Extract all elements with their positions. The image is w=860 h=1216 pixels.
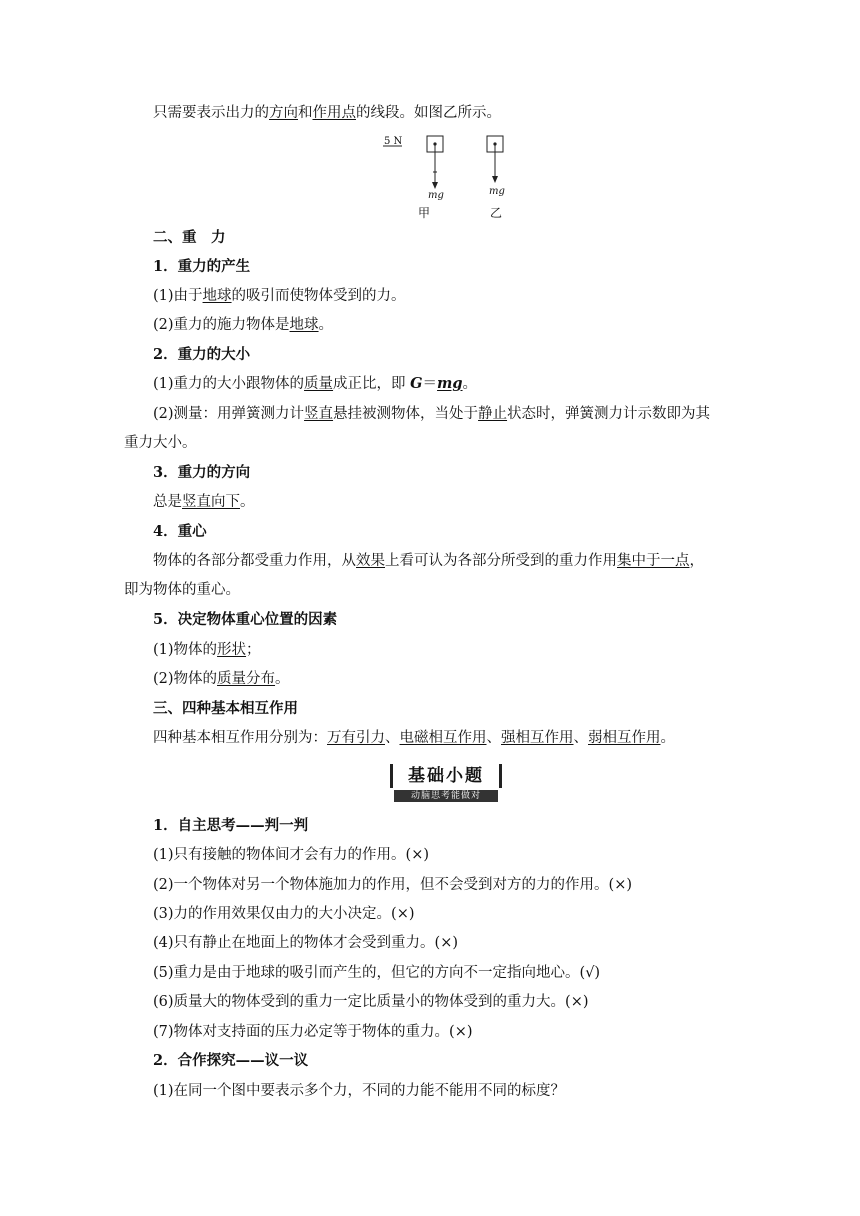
- text-span: 、: [385, 730, 400, 746]
- text-line: 重力大小。: [124, 435, 197, 451]
- text-line: [153, 670, 290, 688]
- list-item: (7)物体对支持面的压力必定等于物体的重力。(×): [153, 1024, 473, 1040]
- formula-symbol: G: [410, 375, 423, 392]
- underlined-term: 静止: [478, 406, 508, 422]
- text-line: [153, 287, 406, 305]
- arrowhead-a: [432, 182, 438, 189]
- text-line: [153, 316, 333, 334]
- underlined-term: 方向: [269, 105, 298, 121]
- text-line: [153, 729, 675, 747]
- text-line: [153, 405, 710, 423]
- text-span: 。: [275, 671, 290, 687]
- text-span: (1)重力的大小跟物体的: [153, 376, 305, 392]
- list-item: (1)只有接触的物体间才会有力的作用。(×): [153, 847, 430, 863]
- figure-caption-a: 甲: [418, 206, 431, 220]
- list-item: (4)只有静止在地面上的物体才会受到重力。(×): [153, 935, 459, 951]
- list-item: (2)一个物体对另一个物体施加力的作用，但不会受到对方的力的作用。(×): [153, 877, 632, 893]
- text-span: (1)由于: [153, 288, 203, 304]
- subsection-title: 2．重力的大小: [153, 346, 251, 363]
- text-line: 即为物体的重心。: [124, 582, 240, 598]
- underlined-term: 效果: [356, 553, 385, 569]
- subsection-title: 5．决定物体重心位置的因素: [153, 611, 338, 628]
- underlined-term: 弱相互作用: [588, 730, 661, 746]
- text-span: 成正比，即: [333, 376, 411, 392]
- section-heading: 三、四种基本相互作用: [153, 700, 298, 717]
- text-span: 状态时，弹簧测力计示数即为其: [507, 406, 711, 422]
- text-span: 和: [298, 105, 313, 121]
- text-span: 上看可认为各部分所受到的重力作用: [385, 553, 617, 569]
- text-span: ；: [246, 642, 261, 658]
- banner-title: 基础小题: [390, 764, 502, 788]
- text-span: 总是: [153, 494, 182, 510]
- underlined-term: 电磁相互作用: [399, 730, 487, 746]
- text-span: 的吸引而使物体受到的力。: [231, 288, 406, 304]
- text-span: 。: [318, 317, 334, 333]
- underlined-formula: mg: [437, 375, 463, 392]
- text-span: 的线段。如图乙所示。: [356, 105, 501, 121]
- subsection-title: 1．自主思考——判一判: [153, 817, 309, 834]
- text-span: 悬挂被测物体，当处于: [333, 406, 479, 422]
- underlined-term: 形状: [217, 642, 247, 658]
- text-line: [153, 375, 477, 393]
- section-heading: 二、重 力: [153, 229, 226, 246]
- underlined-term: 地球: [289, 317, 319, 333]
- scale-label: 5 N: [384, 136, 403, 147]
- subsection-title: 3．重力的方向: [153, 464, 251, 481]
- underlined-term: 强相互作用: [501, 730, 574, 746]
- text-span: (2)重力的施力物体是: [153, 317, 290, 333]
- subsection-title: 2．合作探究——议一议: [153, 1052, 309, 1069]
- underlined-term: 地球: [202, 288, 232, 304]
- text-span: 四种基本相互作用分别为：: [153, 730, 327, 746]
- text-span: 、: [486, 730, 501, 746]
- text-span: (2)物体的: [153, 671, 218, 687]
- force-diagram: [380, 132, 520, 220]
- underlined-term: 万有引力: [327, 730, 385, 746]
- arrowhead-b: [492, 176, 498, 183]
- underlined-term: 质量: [304, 376, 334, 392]
- intro-line: [153, 104, 501, 122]
- force-label-a: mg: [428, 190, 444, 201]
- text-span: 。: [660, 730, 675, 746]
- banner-subtitle: 动脑思考能做对: [394, 790, 498, 802]
- text-line: [153, 552, 704, 570]
- text-span: (1)物体的: [153, 642, 218, 658]
- underlined-term: 作用点: [312, 105, 356, 121]
- section-banner: [390, 764, 502, 804]
- text-span: ＝: [422, 376, 438, 392]
- underlined-term: 质量分布: [217, 671, 276, 687]
- figure-caption-b: 乙: [490, 206, 503, 220]
- underlined-term: 竖直向下: [182, 494, 240, 510]
- underlined-term: 竖直: [304, 406, 334, 422]
- text-span: ，: [689, 553, 704, 569]
- subsection-title: 1．重力的产生: [153, 258, 251, 275]
- force-label-b: mg: [489, 186, 505, 197]
- text-span: 、: [573, 730, 588, 746]
- subsection-title: 4．重心: [153, 523, 207, 540]
- text-line: [153, 641, 261, 659]
- text-line: [153, 493, 255, 511]
- text-span: (2)测量：用弹簧测力计: [153, 406, 305, 422]
- text-span: 。: [240, 494, 255, 510]
- list-item: (3)力的作用效果仅由力的大小决定。(×): [153, 906, 415, 922]
- underlined-term: 集中于一点: [617, 553, 690, 569]
- list-item: (5)重力是由于地球的吸引而产生的，但它的方向不一定指向地心。(√): [153, 965, 601, 981]
- text-span: 物体的各部分都受重力作用，从: [153, 553, 356, 569]
- list-item: (6)质量大的物体受到的重力一定比质量小的物体受到的重力大。(×): [153, 994, 589, 1010]
- text-span: 。: [462, 376, 478, 392]
- text-line: (1)在同一个图中要表示多个力，不同的力能不能用不同的标度？: [153, 1083, 566, 1099]
- text-span: 只需要表示出力的: [153, 105, 269, 121]
